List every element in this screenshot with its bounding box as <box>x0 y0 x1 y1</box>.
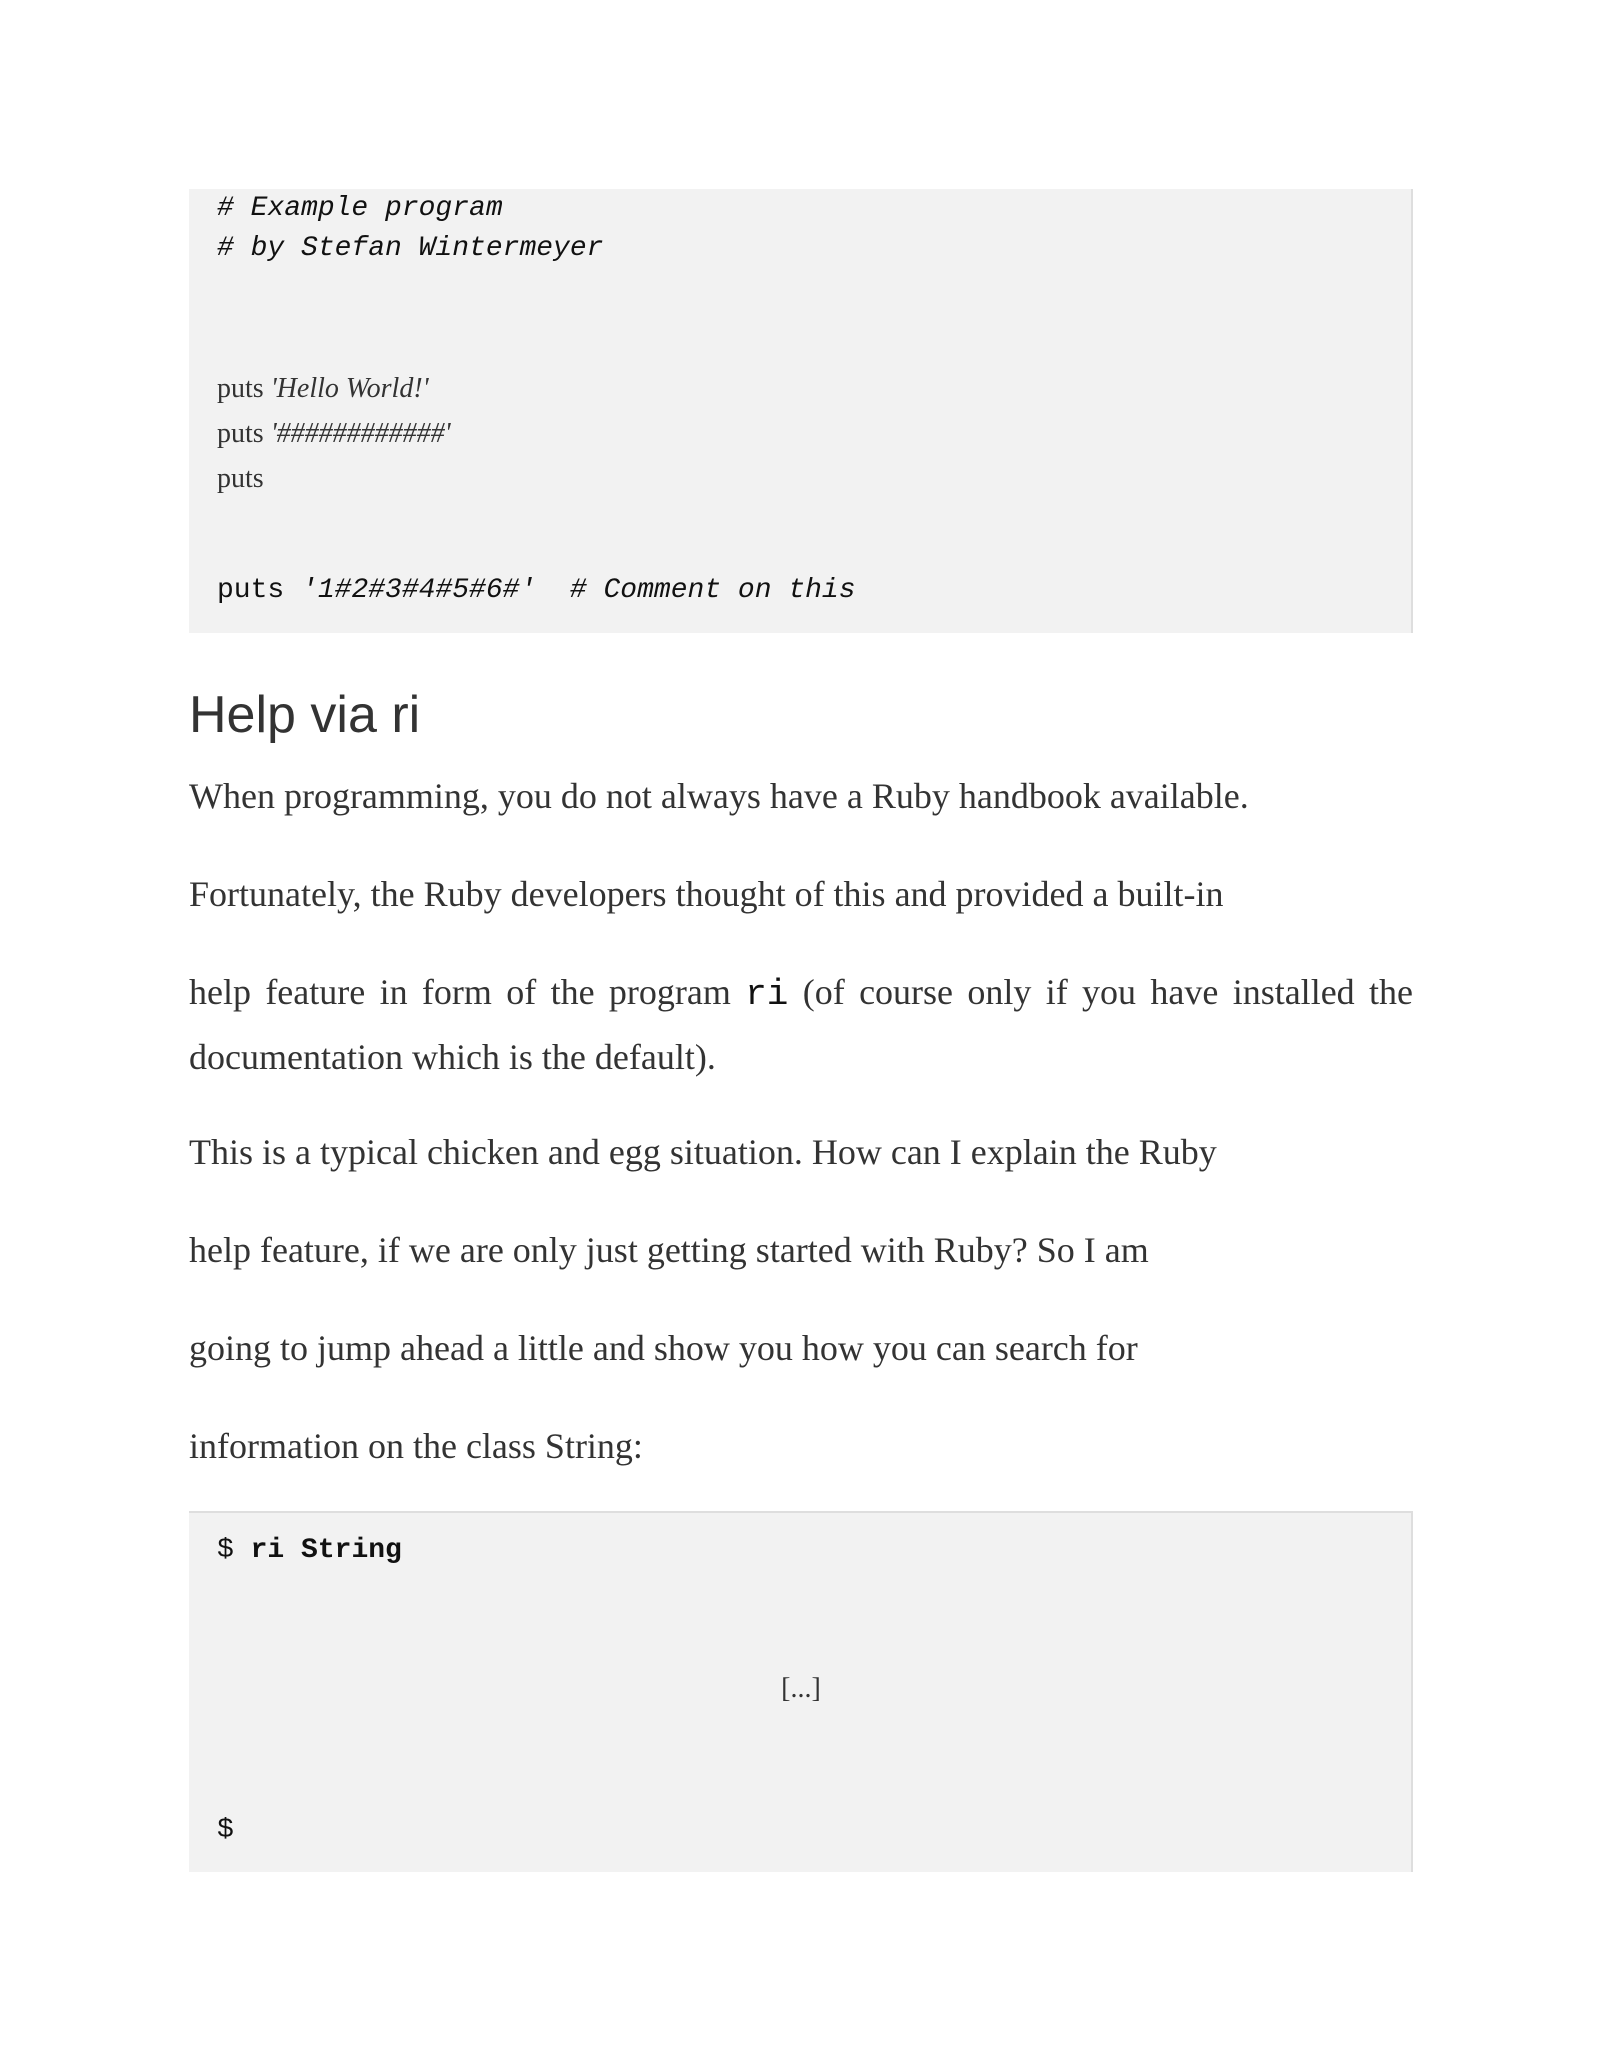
code-keyword: puts <box>217 575 285 606</box>
terminal-command: ri String <box>250 1535 402 1566</box>
paragraph-text: help feature in form of the program <box>189 972 746 1012</box>
code-string: '1#2#3#4#5#6#' <box>301 575 537 606</box>
code-string: 'Hello World!' <box>270 373 429 404</box>
output-ellipsis: [...] <box>781 1673 821 1704</box>
terminal-prompt: $ <box>217 1535 234 1566</box>
paragraph <box>189 961 1413 1088</box>
paragraph: When programming, you do not always have a Ruby handbook available. <box>189 776 1249 816</box>
code-comment: # Comment on this <box>569 575 856 606</box>
code-string: '############' <box>270 418 451 449</box>
code-block-example-program <box>189 189 1413 633</box>
code-block-ri-string <box>189 1511 1413 1872</box>
code-keyword: puts <box>217 418 264 449</box>
code-keyword: puts <box>217 373 264 404</box>
terminal-end-prompt: $ <box>217 1815 234 1846</box>
code-comment-line: # Example program <box>217 193 503 224</box>
code-line-puts-empty: puts <box>217 463 264 494</box>
code-line-puts-comment <box>217 571 856 611</box>
paragraph: Fortunately, the Ruby developers thought of this and provided a built-in <box>189 874 1224 914</box>
paragraph-text: (of course only if you have installed the documentation which is the default). <box>189 972 1413 1077</box>
paragraph: information on the class String: <box>189 1426 643 1466</box>
paragraph: help feature, if we are only just getting started with Ruby? So I am <box>189 1230 1149 1270</box>
paragraph: going to jump ahead a little and show you how you can search for <box>189 1328 1138 1368</box>
code-comment-line: # by Stefan Wintermeyer <box>217 233 604 264</box>
paragraph: This is a typical chicken and egg situation. How can I explain the Ruby <box>189 1132 1217 1172</box>
terminal-command-line <box>217 1531 402 1571</box>
inline-code-ri: ri <box>745 974 789 1015</box>
code-line-puts-hello <box>217 371 429 407</box>
section-heading: Help via ri <box>189 686 421 744</box>
code-line-puts-hashes <box>217 416 451 452</box>
